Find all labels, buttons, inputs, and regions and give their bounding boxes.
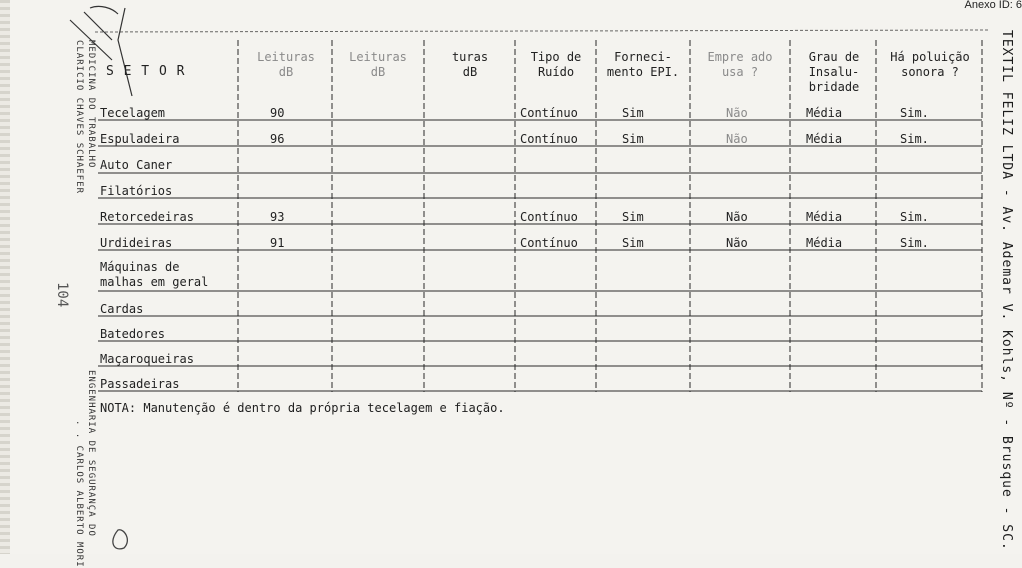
- row-5-usa: Não: [726, 236, 748, 250]
- row-5-grau: Média: [806, 236, 843, 250]
- row-1-usa: Não: [726, 132, 748, 146]
- row-1-grau: Média: [806, 132, 843, 146]
- left-margin-line2: CLARICIO CHAVES SCHAEFER: [74, 40, 84, 195]
- header-empregado-usa: Empre ado usa ?: [707, 50, 773, 79]
- row-0-l1: 90: [270, 106, 285, 120]
- row-4-epi: Sim: [622, 210, 644, 224]
- row-1-epi: Sim: [622, 132, 644, 146]
- row-2-setor: Auto Caner: [100, 158, 173, 172]
- row-0-pol: Sim.: [900, 106, 929, 120]
- eng-line1: ENGENHARIA DE SEGURANÇA DO: [86, 370, 96, 537]
- row-0-grau: Média: [806, 106, 843, 120]
- header-grau-insalubridade: Grau de Insalu- bridade: [808, 50, 860, 94]
- header-leituras-2: Leituras dB: [349, 50, 407, 79]
- row-4-usa: Não: [726, 210, 748, 224]
- row-1-l1: 96: [270, 132, 285, 146]
- row-0-epi: Sim: [622, 106, 644, 120]
- row-0-tipo: Contínuo: [520, 106, 578, 120]
- row-4-tipo: Contínuo: [520, 210, 578, 224]
- page-number: 104: [54, 282, 70, 308]
- header-leituras-1: Leituras dB: [257, 50, 315, 79]
- row-5-epi: Sim: [622, 236, 644, 250]
- eng-line2: . . CARLOS ALBERTO MORI: [74, 420, 84, 568]
- row-4-pol: Sim.: [900, 210, 929, 224]
- row-4-setor: Retorcedeiras: [100, 210, 194, 224]
- row-4-l1: 93: [270, 210, 285, 224]
- row-3-setor: Filatórios: [100, 184, 173, 198]
- row-6-setor: Máquinas de malhas em geral: [100, 260, 209, 289]
- row-9-setor: Maçaroqueiras: [100, 352, 194, 366]
- left-margin-line1: MEDICINA DO TRABALHO: [86, 40, 96, 169]
- row-4-grau: Média: [806, 210, 843, 224]
- header-poluicao-sonora: Há poluição sonora ?: [890, 50, 970, 79]
- row-8-setor: Batedores: [100, 327, 166, 341]
- row-5-tipo: Contínuo: [520, 236, 578, 250]
- row-5-setor: Urdideiras: [100, 236, 173, 250]
- header-fornecimento-epi: Forneci- mento EPI.: [606, 50, 680, 79]
- header-tipo-ruido: Tipo de Ruído: [530, 50, 582, 79]
- row-10-setor: Passadeiras: [100, 377, 180, 391]
- header-leituras-3: turas dB: [451, 50, 489, 79]
- row-0-setor: Tecelagem: [100, 106, 166, 120]
- nota-text: NOTA: Manutenção é dentro da própria tecelagem e fiação.: [100, 401, 505, 415]
- row-1-tipo: Contínuo: [520, 132, 578, 146]
- header-setor: S E T O R: [106, 64, 186, 79]
- row-5-l1: 91: [270, 236, 285, 250]
- row-1-setor: Espuladeira: [100, 132, 180, 146]
- row-5-pol: Sim.: [900, 236, 929, 250]
- row-7-setor: Cardas: [100, 302, 144, 316]
- row-0-usa: Não: [726, 106, 748, 120]
- right-margin-text: TEXTIL FELIZ LTDA - Av. Ademar V. Kohls, Nº - Brusque - SC.: [999, 30, 1014, 551]
- row-1-pol: Sim.: [900, 132, 929, 146]
- annex-label: Anexo ID: 6: [964, 0, 1022, 11]
